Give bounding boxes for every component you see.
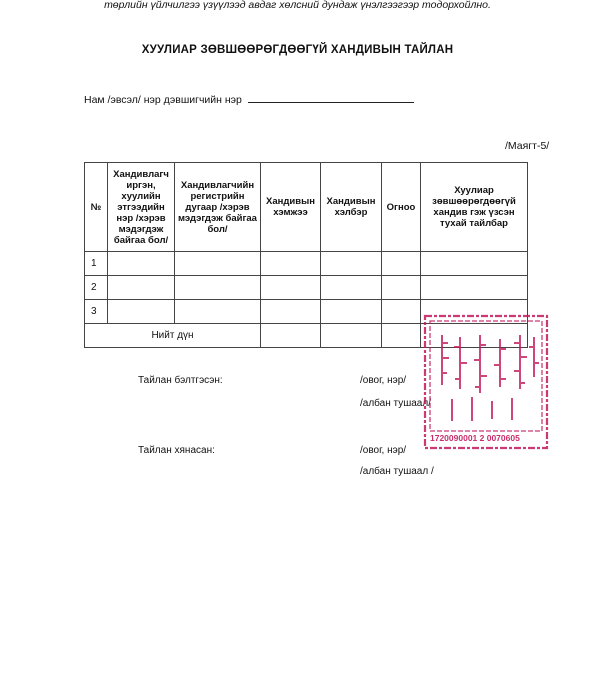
table-cell[interactable] xyxy=(382,252,421,276)
table-cell[interactable] xyxy=(321,252,382,276)
stamp-number-text: 1720090001 2 0070605 xyxy=(430,433,520,443)
reviewed-by-label: Тайлан хянасан: xyxy=(138,445,215,456)
page-title: ХУУЛИАР ЗӨВШӨӨРӨГДӨӨГҮЙ ХАНДИВЫН ТАЙЛАН xyxy=(141,44,454,56)
col-header-donor-name: Хандивлагч иргэн, хуулийн этгээдийн нэр /хэрэв мэдэгдэж байгаа бол/ xyxy=(108,163,175,252)
party-name-blank-line xyxy=(248,93,414,103)
reviewed-position-hint: /албан тушаал / xyxy=(360,466,434,477)
table-cell[interactable] xyxy=(421,252,528,276)
official-stamp xyxy=(422,313,550,451)
col-header-register-number: Хандивлагчийн регистрийн дугаар /хэрэв мэдэгдэж байгаа бол/ xyxy=(175,163,261,252)
table-row xyxy=(85,276,528,300)
party-name-field xyxy=(84,93,414,106)
table-cell[interactable] xyxy=(382,324,421,348)
prepared-name-hint: /овог, нэр/ xyxy=(360,375,407,386)
prepared-position-hint: /албан тушаал/ xyxy=(360,398,431,409)
col-header-form: Хандивын хэлбэр xyxy=(321,163,382,252)
table-cell[interactable] xyxy=(175,300,261,324)
table-cell[interactable] xyxy=(382,276,421,300)
form-number: /Маягт-5/ xyxy=(505,140,550,152)
row-number: 3 xyxy=(85,300,108,324)
table-header-row xyxy=(85,163,528,252)
table-cell[interactable] xyxy=(261,324,321,348)
table-cell[interactable] xyxy=(261,252,321,276)
prepared-by-label: Тайлан бэлтгэсэн: xyxy=(138,375,223,386)
table-cell[interactable] xyxy=(321,324,382,348)
table-cell[interactable] xyxy=(108,252,175,276)
table-cell[interactable] xyxy=(108,300,175,324)
table-cell[interactable] xyxy=(382,300,421,324)
total-label: Нийт дүн xyxy=(85,324,261,348)
col-header-number: № xyxy=(85,163,108,252)
reviewed-name-hint: /овог, нэр/ xyxy=(360,445,407,456)
table-cell[interactable] xyxy=(421,276,528,300)
table-cell[interactable] xyxy=(175,252,261,276)
table-cell[interactable] xyxy=(175,276,261,300)
table-cell[interactable] xyxy=(321,300,382,324)
col-header-explanation: Хуулиар зөвшөөрөгдөөгүй хандив гэж үзсэн тухай тайлбар xyxy=(421,163,528,252)
col-header-amount: Хандивын хэмжээ xyxy=(261,163,321,252)
col-header-date: Огноо xyxy=(382,163,421,252)
table-cell[interactable] xyxy=(108,276,175,300)
table-cell[interactable] xyxy=(321,276,382,300)
table-cell[interactable] xyxy=(261,276,321,300)
table-row xyxy=(85,252,528,276)
party-name-label: Нам /эвсэл/ нэр дэвшигчийн нэр xyxy=(84,94,242,106)
row-number: 2 xyxy=(85,276,108,300)
table-cell[interactable] xyxy=(261,300,321,324)
row-number: 1 xyxy=(85,252,108,276)
header-note: төрлийн үйлчилгээ үзүүлээд авдаг хөлсний дундаж үнэлгээгээр тодорхойлно. xyxy=(104,0,491,11)
